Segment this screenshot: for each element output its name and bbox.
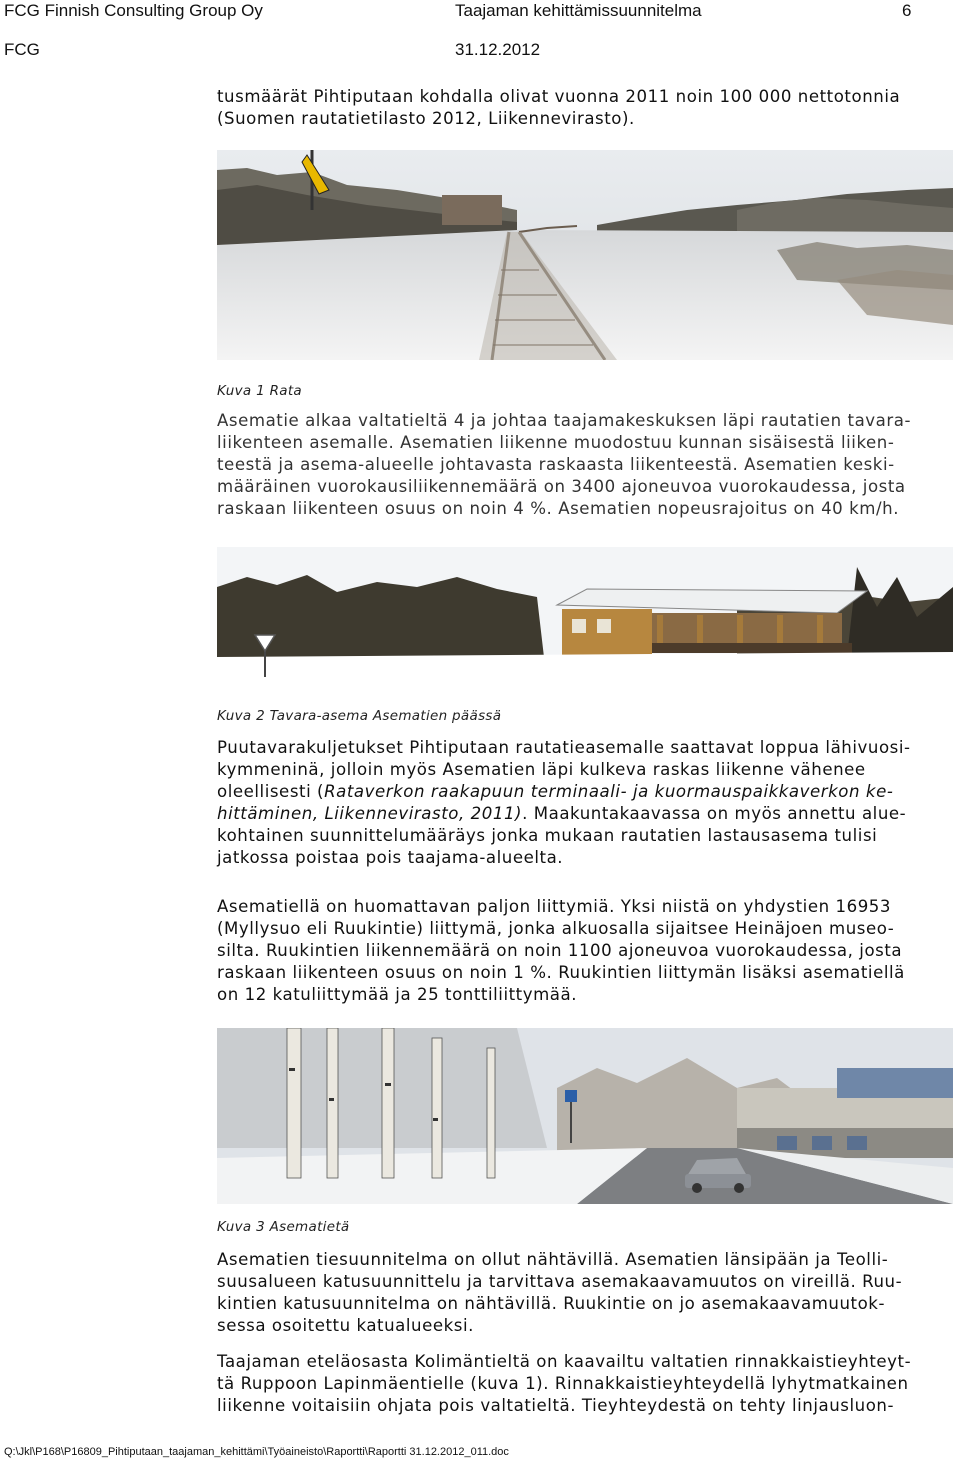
header-date: 31.12.2012 (455, 40, 541, 59)
intro-paragraph (217, 86, 952, 130)
header-doc-title: Taajaman kehittämissuunnitelma (455, 1, 702, 20)
header-short-name: FCG (4, 40, 40, 59)
paragraph-puutavara (217, 737, 952, 869)
text-segment: oleellisesti ( (217, 782, 325, 801)
text-line (217, 803, 952, 825)
text-line: määräinen vuorokausiliikennemäärä on 3400 ajoneuvoa vuorokaudessa, josta (217, 477, 906, 496)
text-line: teestä ja asema-alueelle johtavasta raskaasta liikenteestä. Asematien keski- (217, 455, 895, 474)
text-line: raskaan liikenteen osuus on noin 4 %. Asematien nopeusrajoitus on 40 km/h. (217, 499, 900, 518)
citation-text: hittäminen, Liikennevirasto, 2011) (217, 804, 523, 823)
text-line: kohtainen suunnittelumääräys jonka mukaan rautatien lastausasema tulisi (217, 826, 878, 845)
paragraph-liittymat (217, 896, 952, 1006)
text-line: on 12 katuliittymää ja 25 tonttiliittymää. (217, 985, 578, 1004)
text-line: Taajaman eteläosasta Kolimäntieltä on kaavailtu valtatien rinnakkaistieyhteyt- (217, 1352, 912, 1371)
paragraph-tiesuunnitelma (217, 1249, 952, 1337)
citation-text: Rataverkon raakapuun terminaali- ja kuormauspaikkaverkon ke- (324, 782, 894, 801)
header-page-number: 6 (902, 1, 912, 20)
footer-file-path: Q:\Jkl\P168\P16809_Pihtiputaan_taajaman_kehittämi\Työaineisto\Raportti\Raportti 31.12.2012_011.doc (4, 1446, 509, 1458)
text-line: kintien katusuunnitelma on nähtävillä. Ruukintie on jo asemakaavamuutok- (217, 1294, 885, 1313)
text-line: jatkossa poistaa pois taajama-alueelta. (217, 848, 564, 867)
text-line: (Suomen rautatietilasto 2012, Liikennevirasto). (217, 109, 635, 128)
text-line: suusalueen katusuunnittelu ja tarvittava asemakaavamuutos on vireillä. Ruu- (217, 1272, 903, 1291)
text-line: sessa osoitettu katualueeksi. (217, 1316, 474, 1335)
paragraph-asematie (217, 410, 952, 520)
figure2-caption: Kuva 2 Tavara-asema Asematien päässä (217, 708, 502, 724)
railway-photo (217, 150, 953, 360)
text-line: Asematien tiesuunnitelma on ollut nähtävillä. Asematien länsipään ja Teolli- (217, 1250, 889, 1269)
text-segment: . Maakuntakaavassa on myös annettu alue- (522, 804, 907, 823)
text-line: tä Ruppoon Lapinmäentielle (kuva 1). Rinnakkaistieyhteydellä lyhytmatkainen (217, 1374, 909, 1393)
text-line: raskaan liikenteen osuus on noin 1 %. Ruukintien liittymän lisäksi asematiellä (217, 963, 905, 982)
text-line: Asematie alkaa valtatieltä 4 ja johtaa taajamakeskuksen läpi rautatien tavara- (217, 411, 912, 430)
text-line: tusmäärät Pihtiputaan kohdalla olivat vuonna 2011 noin 100 000 nettotonnia (217, 87, 901, 106)
paragraph-rinnakkaistie (217, 1351, 952, 1417)
text-line: kymmeninä, jolloin myös Asematien läpi kulkeva raskas liikenne vähenee (217, 760, 866, 779)
text-line: Asematiellä on huomattavan paljon liittymiä. Yksi niistä on yhdystien 16953 (217, 897, 892, 916)
header-company: FCG Finnish Consulting Group Oy (4, 1, 263, 20)
text-line: (Myllysuo eli Ruukintie) liittymä, jonka alkuosalla sijaitsee Heinäjoen museo- (217, 919, 895, 938)
text-line: Puutavarakuljetukset Pihtiputaan rautatieasemalle saattavat loppua lähivuosi- (217, 738, 911, 757)
text-line (217, 781, 952, 803)
figure3-caption: Kuva 3 Asematietä (217, 1219, 350, 1235)
text-line: liikenteen asemalle. Asematien liikenne muodostuu kunnan sisäisestä liiken- (217, 433, 895, 452)
freight-station-photo (217, 547, 953, 683)
text-line: silta. Ruukintien liikennemäärä on noin 1100 ajoneuvoa vuorokaudessa, josta (217, 941, 903, 960)
text-line: liikenne voitaisiin ohjata pois valtatieltä. Tieyhteydestä on tehty linjausluon- (217, 1396, 895, 1415)
street-photo (217, 1028, 953, 1204)
figure1-caption: Kuva 1 Rata (217, 383, 302, 399)
